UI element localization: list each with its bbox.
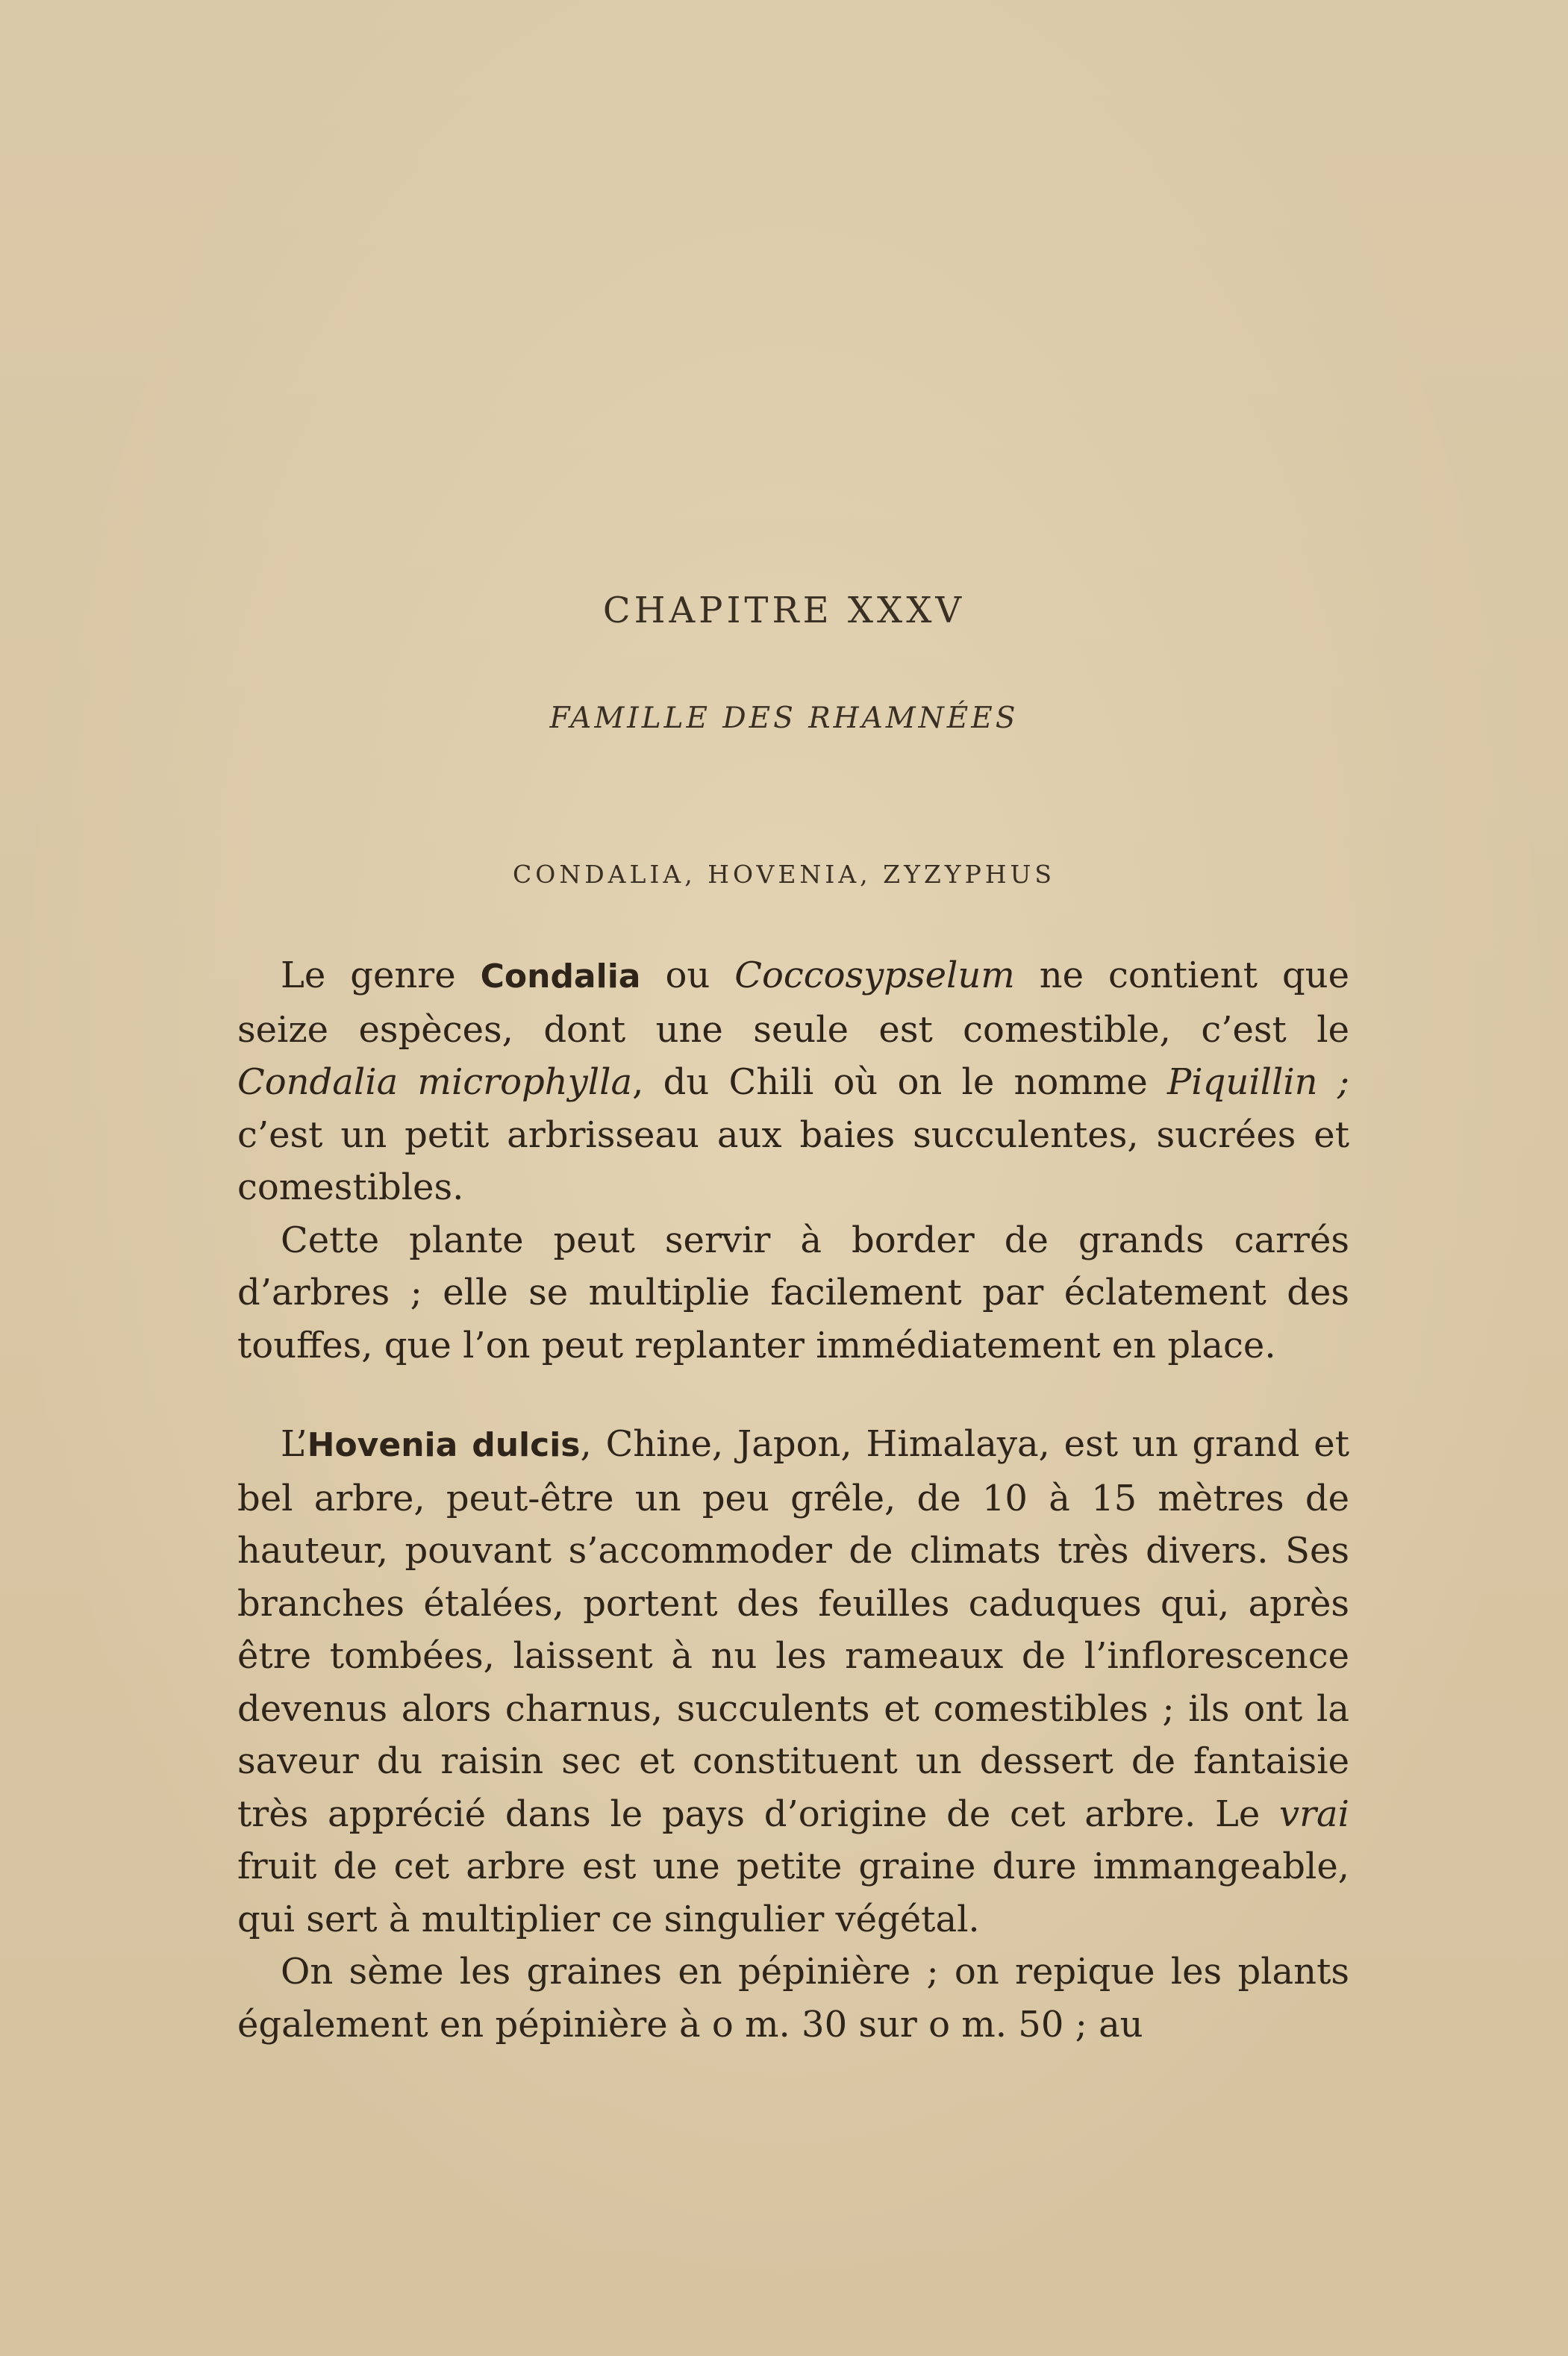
text-run: L’	[281, 1423, 307, 1465]
text-run: fruit de cet arbre est une petite graine dure immangeable, qui sert à multiplier ce singulier végétal.	[237, 1846, 1349, 1940]
family-title: FAMILLE DES RHAMNÉES	[549, 702, 1019, 735]
chapter-title: CHAPITRE XXXV	[602, 590, 966, 631]
condalia-paragraph-2: Cette plante peut servir à border de grands carrés d’arbres ; elle se multiplie facilement par éclatement des touffes, que l’on peut replanter immédiatement en place.	[237, 1219, 1349, 1366]
text-run: , Chine, Japon, Himalaya, est un grand et bel arbre, peut-être un peu grêle, de 10 à 15 mètres de hauteur, pouvant s’accommoder de climats très divers. Ses branches étalées, portent des feuilles caduques qui, après être tombées, laissent à nu les rameaux de l’inflorescence devenus alors charnus, succulents et comestibles ; ils ont la saveur du raisin sec et constituent un dessert de fantaisie très apprécié dans le pays d’origine de cet arbre. Le	[237, 1423, 1349, 1835]
hovenia-paragraph-1	[237, 1418, 1349, 1946]
text-run: c’est un petit arbrisseau aux baies succulentes, sucrées et comestibles.	[237, 1113, 1349, 1208]
vernacular-name: Piquillin ;	[1166, 1061, 1349, 1103]
text-run: ne contient que seize espèces, dont une seule est comestible, c’est le	[237, 954, 1349, 1051]
text-run: ou	[640, 954, 735, 996]
emphasis: vrai	[1278, 1793, 1349, 1835]
synonym-name: Coccosypselum	[734, 954, 1015, 996]
text-run: , du Chili où on le nomme	[632, 1061, 1167, 1103]
genus-name: Condalia	[480, 957, 641, 996]
genera-heading: CONDALIA, HOVENIA, ZYZYPHUS	[513, 860, 1055, 889]
condalia-paragraph-1	[237, 949, 1349, 1214]
hovenia-paragraph-2: On sème les graines en pépinière ; on repique les plants également en pépinière à o m. 30 sur o m. 50 ; au	[237, 1951, 1349, 2046]
genus-name: Hovenia dulcis	[307, 1426, 581, 1464]
hovenia-section	[237, 1418, 1349, 2051]
text-run: Le genre	[281, 954, 481, 996]
species-name: Condalia microphylla	[237, 1061, 633, 1103]
condalia-section	[237, 949, 1349, 1372]
